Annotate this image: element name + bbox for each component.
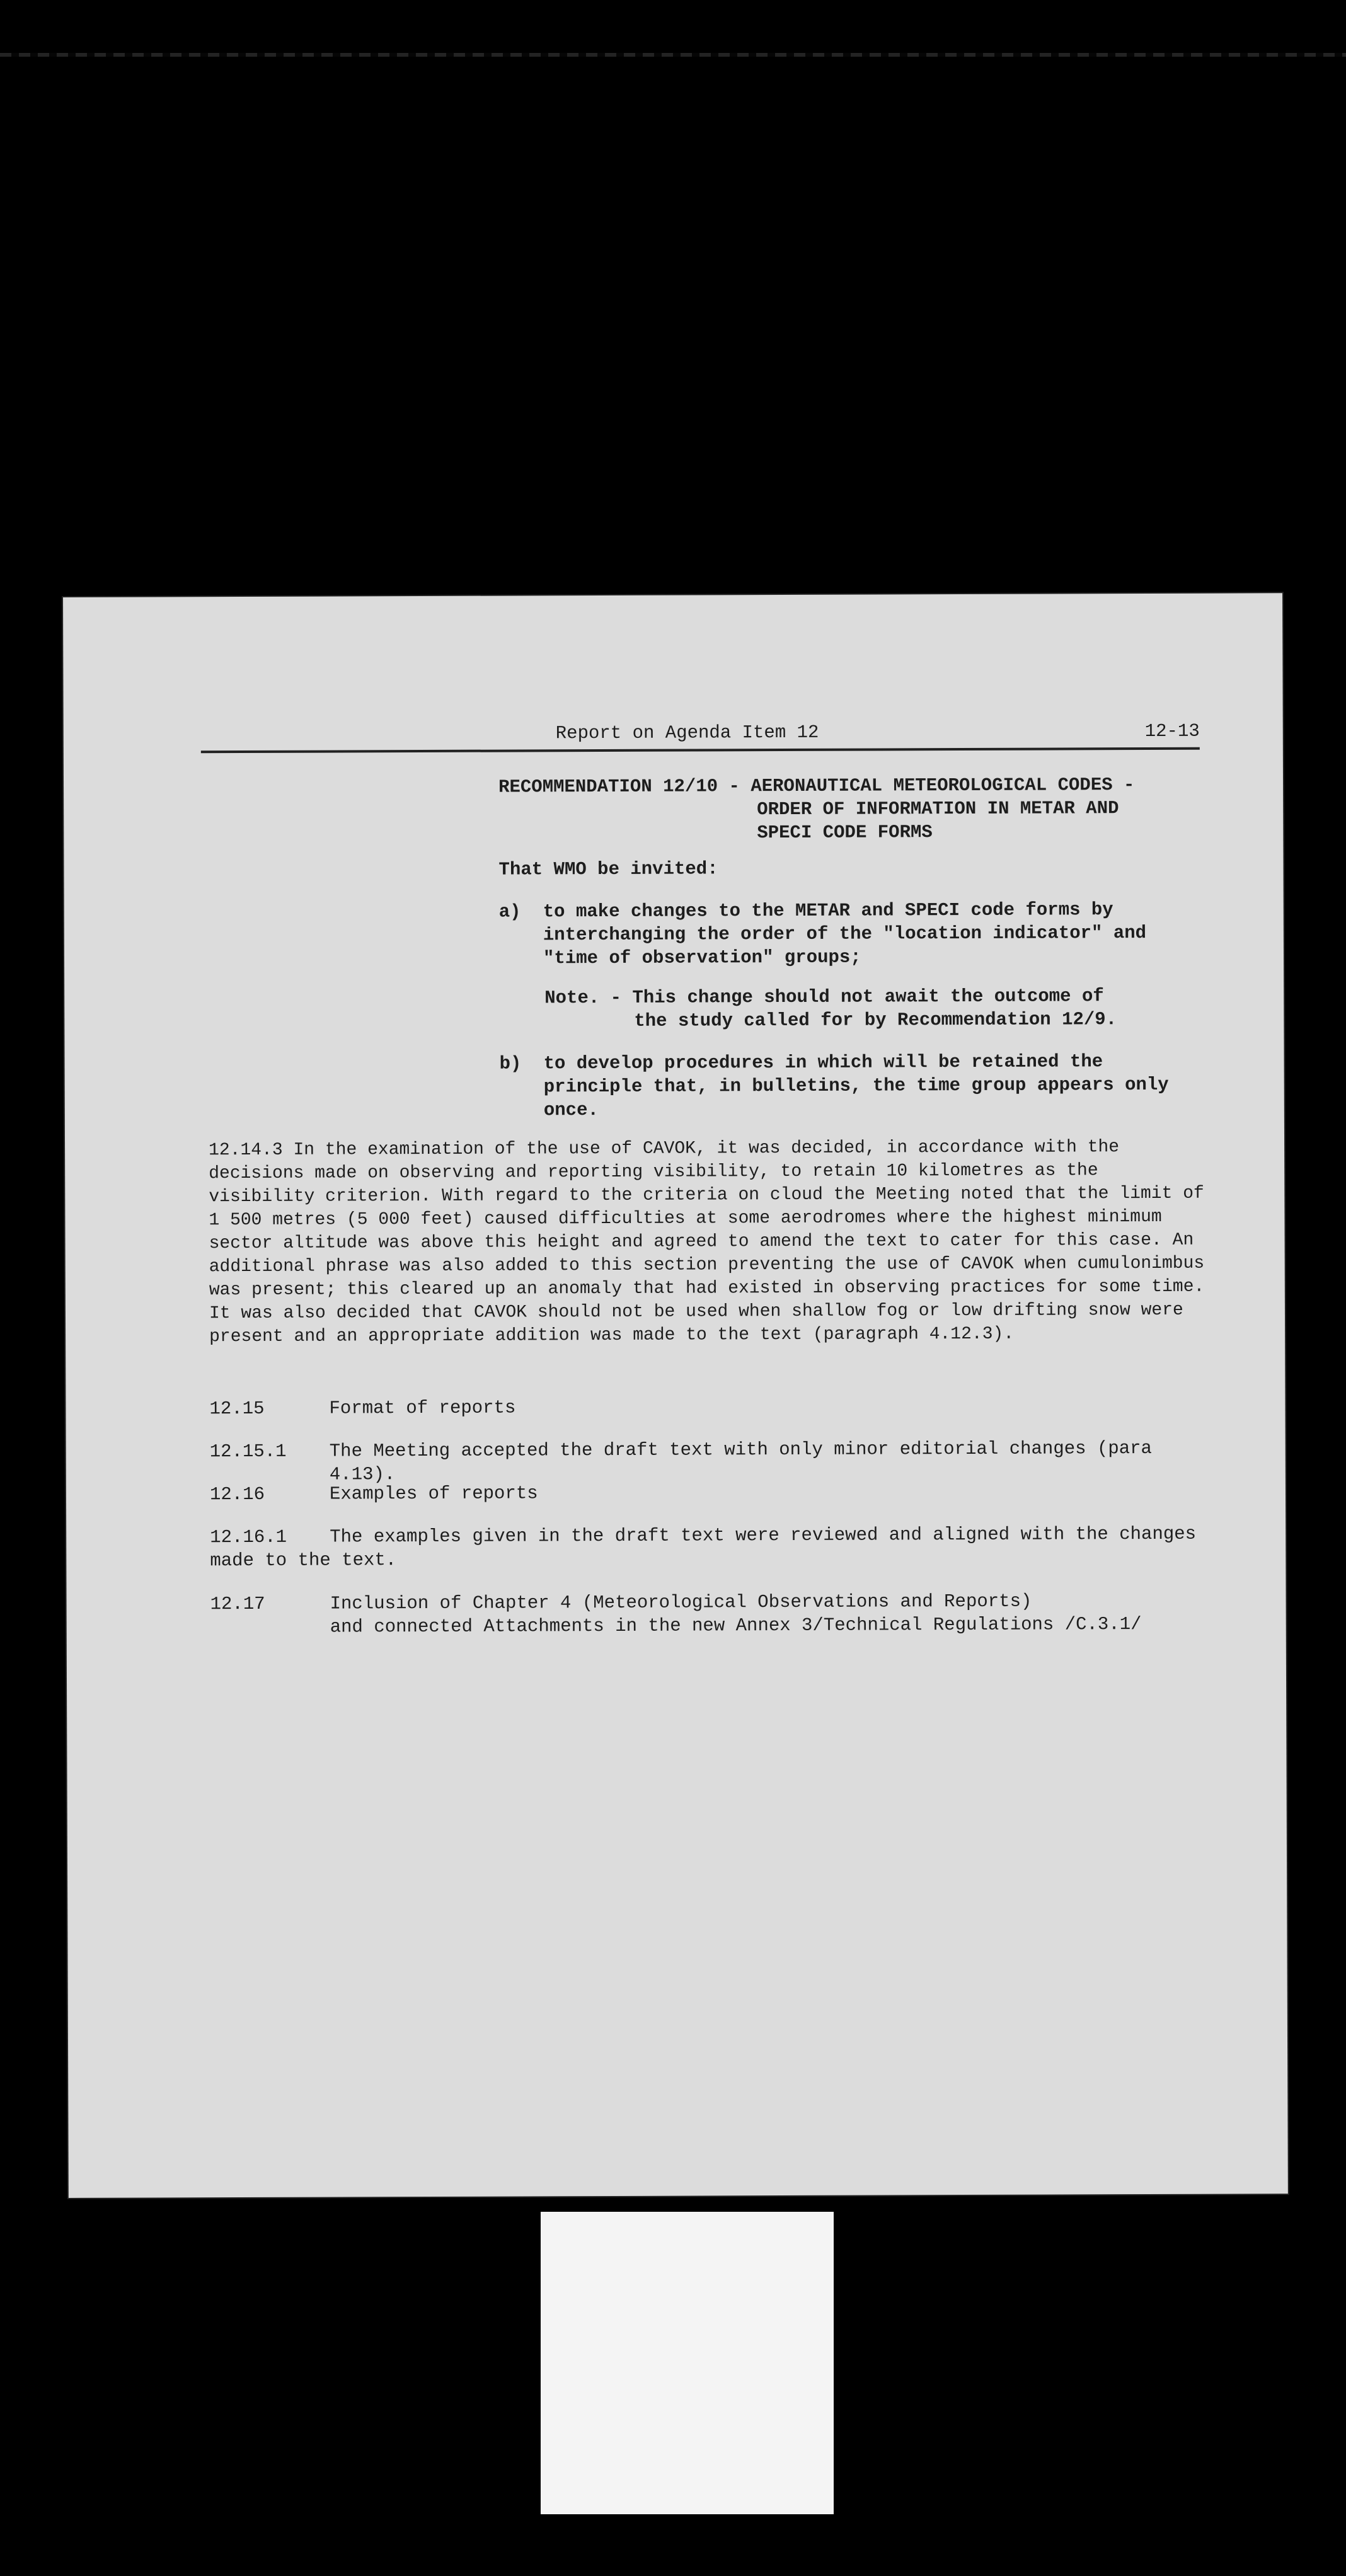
paragraph-12-15-1 <box>209 1437 1224 1485</box>
recommendation-note <box>499 984 1186 1033</box>
section-title-line2: and connected Attachments in the new Annex 3/Technical Regulations /C.3.1/ <box>330 1614 1142 1638</box>
note-line1: Note. - This change should not await the outcome of <box>544 986 1104 1009</box>
recommendation-title-line2: ORDER OF INFORMATION IN METAR AND <box>757 798 1119 820</box>
heading-12-17 <box>210 1589 1225 1638</box>
scan-edge-artifact <box>0 53 1346 57</box>
section-title-block <box>330 1589 1225 1639</box>
recommendation-title-line3: SPECI CODE FORMS <box>757 822 933 844</box>
item-b-text: to develop procedures in which will be retained the principle that, in bulletins, the time group appears only once. <box>543 1051 1169 1121</box>
recommendation-title-line1: RECOMMENDATION 12/10 - AERONAUTICAL METEOROLOGICAL CODES - <box>498 774 1135 798</box>
recommendation-invitation: That WMO be invited: <box>498 858 718 880</box>
header-agenda-item: Report on Agenda Item 12 <box>555 722 819 744</box>
section-number: 12.16.1 <box>210 1526 287 1548</box>
recommendation-item-b <box>500 1050 1187 1122</box>
section-title-line1: Inclusion of Chapter 4 (Meteorological Observations and Reports) <box>330 1590 1032 1614</box>
section-number: 12.17 <box>210 1593 265 1615</box>
heading-12-15 <box>209 1394 1224 1420</box>
page-header <box>201 720 1200 754</box>
item-a-label: a) <box>498 901 521 923</box>
section-number: 12.16 <box>209 1483 265 1505</box>
blank-card <box>541 2212 834 2514</box>
paragraph-12-16-1 <box>210 1522 1218 1573</box>
paragraph-12-14-3: 12.14.3 In the examination of the use of CAVOK, it was decided, in accordance with the decisions made on observing and reporting visibility, to retain 10 kilometres as the visibility criterion. With regard to the criteria on cloud the Meeting noted that the limit of 1 500 metres (5 000 feet) caused difficulties at some aerodromes where the highest minimum sector altitude was above this height and agreed to amend the text to cater for this case. An additional phrase was also added to this section preventing the use of CAVOK when cumulonimbus was present; this cleared up an anomaly that had existed in observing practices for some time. It was also decided that CAVOK should not be used when shallow fog or low drifting snow were present and an appropriate addition was made to the text (paragraph 4.12.3). <box>209 1137 1205 1347</box>
paragraph-text: The examples given in the draft text were reviewed and aligned with the changes made to the text. <box>210 1523 1197 1572</box>
recommendation-item-a <box>499 898 1186 970</box>
document-page <box>63 593 1288 2198</box>
recommendation-block <box>498 773 1187 1122</box>
section-number: 12.15.1 <box>209 1440 287 1463</box>
section-title: Examples of reports <box>329 1483 538 1505</box>
item-b-label: b) <box>499 1053 522 1074</box>
item-a-text: to make changes to the METAR and SPECI code forms by interchanging the order of the "location indicator" and "time of observation" groups; <box>543 899 1147 969</box>
header-page-number: 12-13 <box>1144 720 1200 742</box>
note-line2: the study called for by Recommendation 12/9. <box>634 1009 1117 1032</box>
section-number: 12.15 <box>209 1398 265 1420</box>
paragraph-text: The Meeting accepted the draft text with only minor editorial changes (para 4.13). <box>329 1437 1153 1485</box>
section-title: Format of reports <box>329 1397 516 1419</box>
